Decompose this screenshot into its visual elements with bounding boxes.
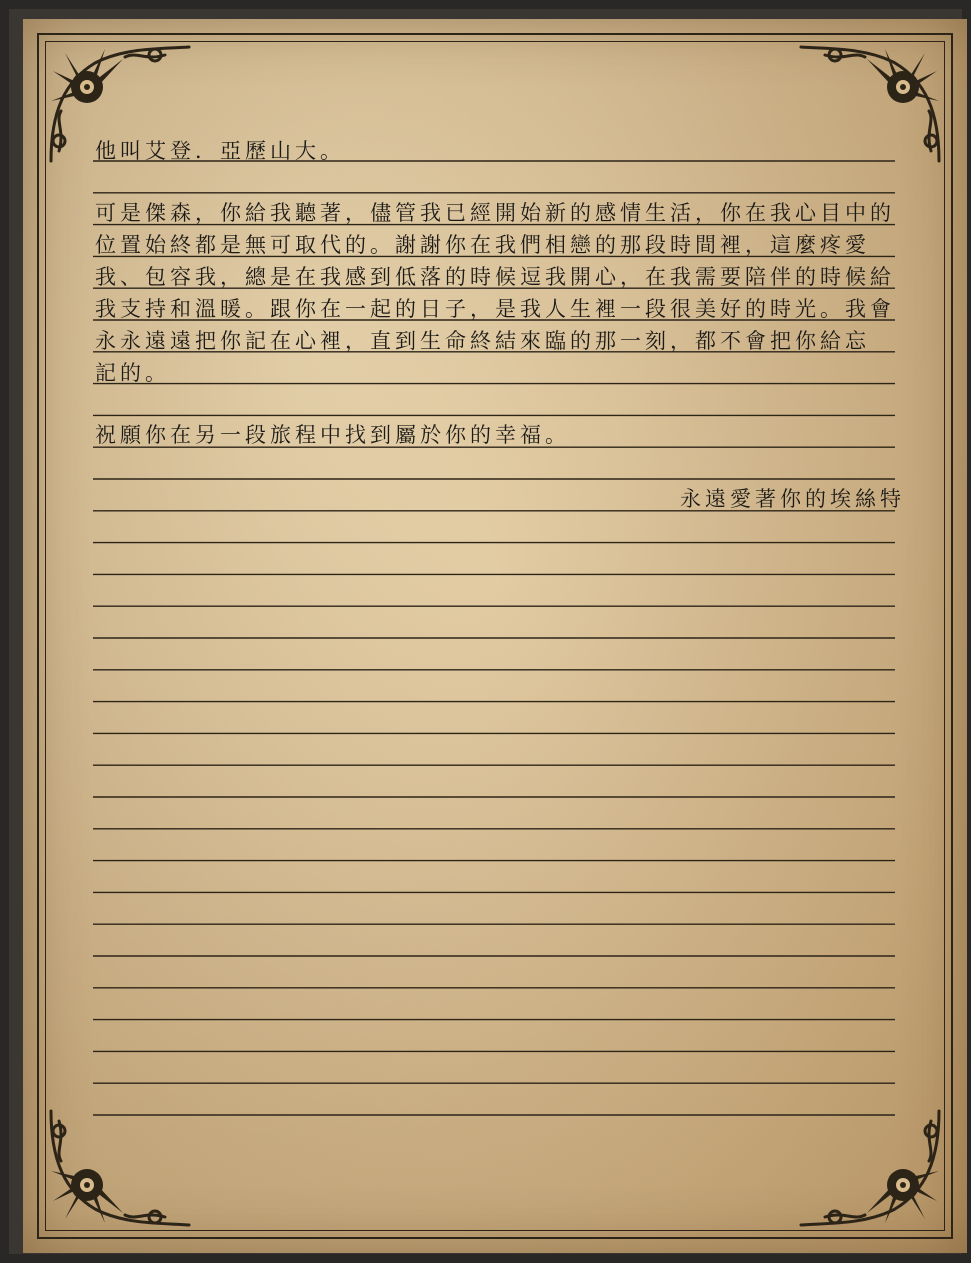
letter-frame bbox=[9, 9, 962, 1254]
body-line: 可是傑森，你給我聽著，儘管我已經開始新的感情生活，你在我心目中的 bbox=[95, 201, 895, 225]
letter-paper bbox=[23, 19, 967, 1253]
letter-salutation: 他叫艾登．亞歷山大。 bbox=[95, 139, 345, 163]
letter-wish: 祝願你在另一段旅程中找到屬於你的幸福。 bbox=[95, 423, 570, 447]
letter-signature: 永遠愛著你的埃絲特 bbox=[680, 487, 905, 511]
body-line: 我支持和溫暖。跟你在一起的日子，是我人生裡一段很美好的時光。我會 bbox=[95, 297, 895, 321]
body-line: 我、包容我，總是在我感到低落的時候逗我開心，在我需要陪伴的時候給 bbox=[95, 265, 895, 289]
body-line: 永永遠遠把你記在心裡，直到生命終結來臨的那一刻，都不會把你給忘 bbox=[95, 329, 870, 353]
body-line: 記的。 bbox=[95, 361, 170, 385]
body-line: 位置始終都是無可取代的。謝謝你在我們相戀的那段時間裡，這麼疼愛 bbox=[95, 233, 870, 257]
